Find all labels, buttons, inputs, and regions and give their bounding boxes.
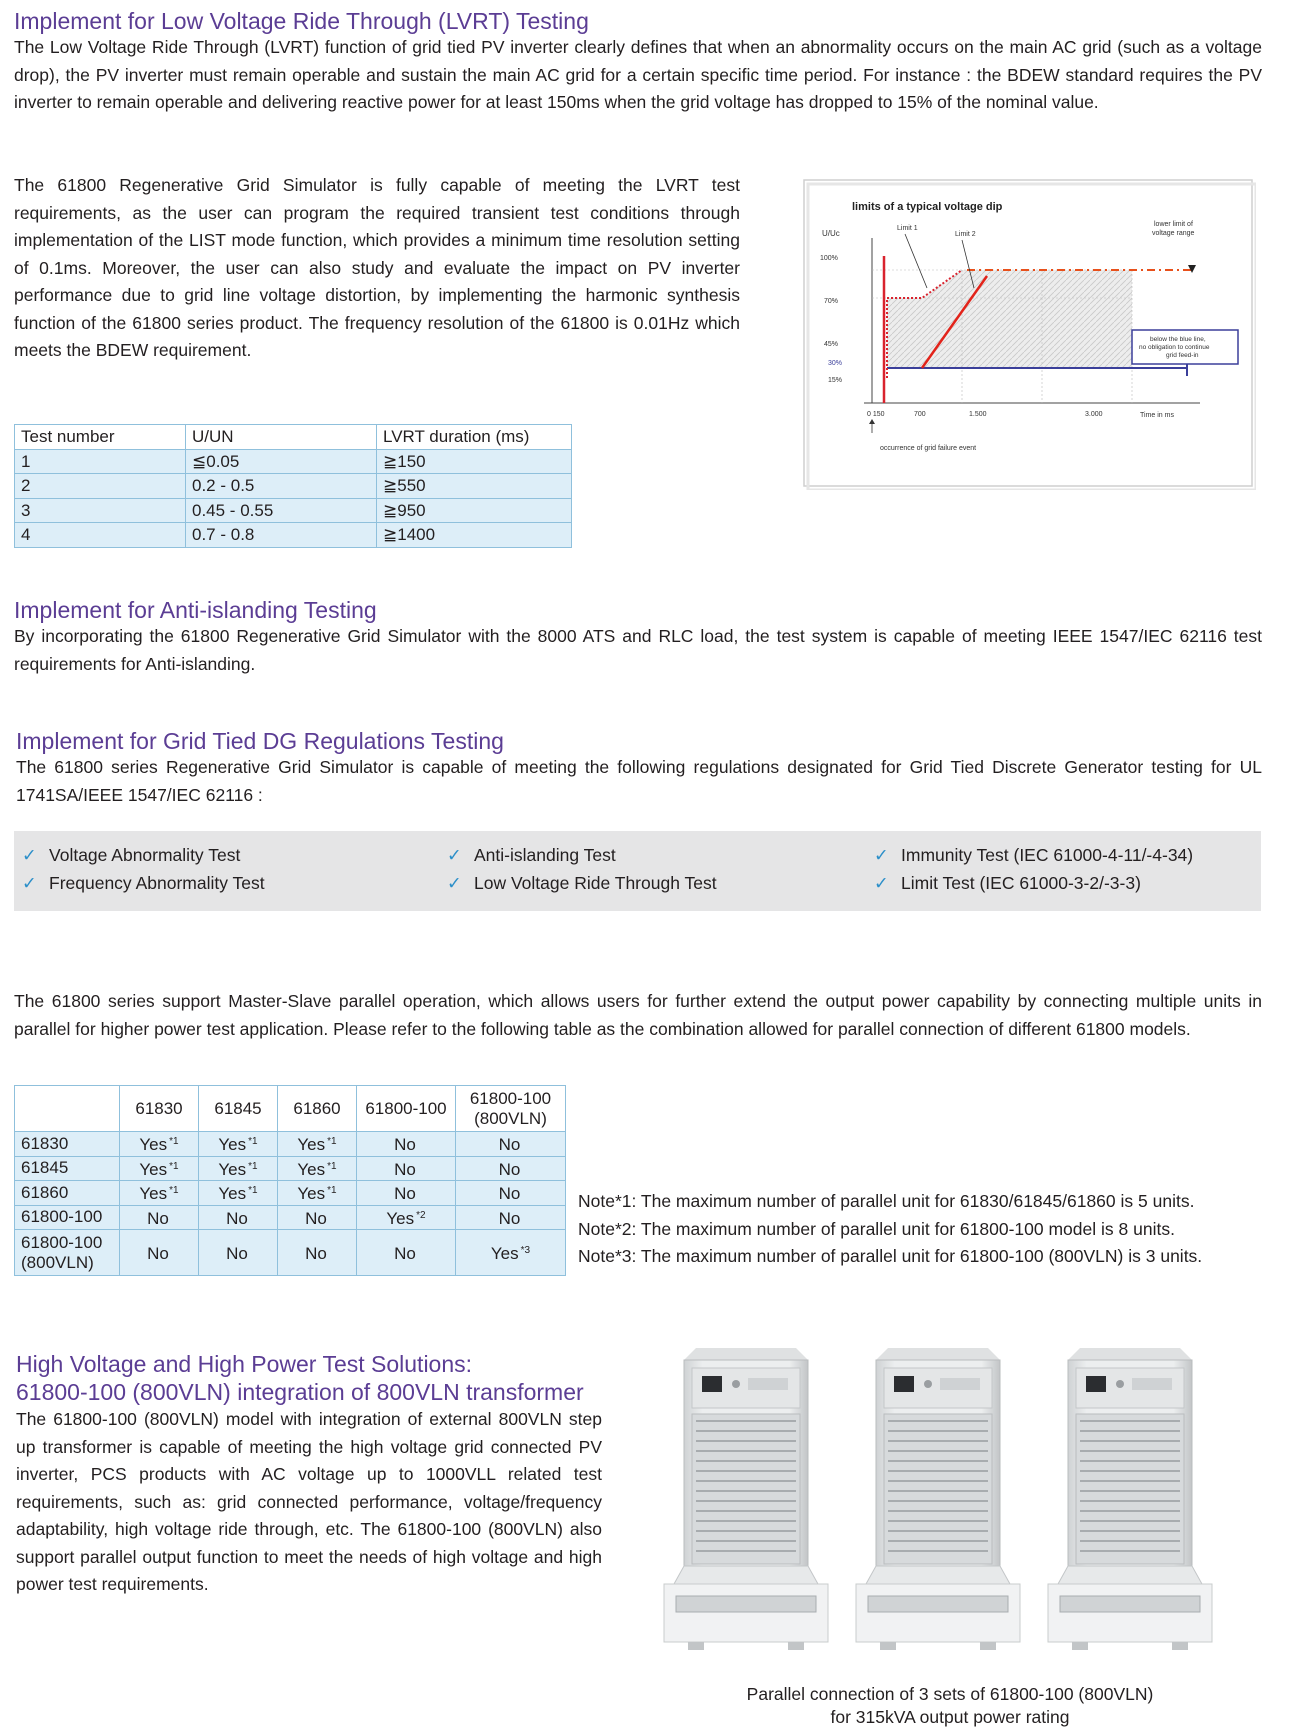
y-tick: 100% xyxy=(820,255,838,262)
y-tick: 70% xyxy=(824,298,839,305)
high-voltage-title-line2: 61800-100 (800VLN) integration of 800VLN transformer xyxy=(16,1379,584,1405)
table-cell: No xyxy=(199,1205,278,1230)
row-header-cell: 61800-100 (800VLN) xyxy=(15,1230,120,1276)
regulation-item: ✓ Voltage Abnormality Test xyxy=(22,842,240,870)
header-cell: 61830 xyxy=(120,1086,199,1132)
table-cell: No xyxy=(120,1205,199,1230)
table-cell: Yes $^{*1}$ xyxy=(120,1156,199,1181)
table-cell: No xyxy=(456,1181,566,1206)
anti-islanding-title: Implement for Anti-islanding Testing xyxy=(14,597,377,623)
check-icon: ✓ xyxy=(22,845,37,865)
note: Note*1: The maximum number of parallel unit for 61830/61845/61860 is 5 units. xyxy=(578,1191,1195,1211)
lvrt-title: Implement for Low Voltage Ride Through (LVRT) Testing xyxy=(14,8,589,34)
y-tick: 45% xyxy=(824,341,839,348)
table-row xyxy=(15,1156,566,1181)
regulations-box xyxy=(14,831,1261,911)
table-cell: 0.7 - 0.8 xyxy=(186,523,377,548)
table-cell: 4 xyxy=(15,523,186,548)
table-cell: No xyxy=(357,1230,456,1276)
table-cell: 3 xyxy=(15,498,186,523)
blue-line-note: below the blue line, no obligation to continue grid feed-in xyxy=(1139,336,1210,359)
table-cell: No xyxy=(357,1132,456,1157)
y-axis-label: U/Uc xyxy=(822,229,840,238)
event-note: occurrence of grid failure event xyxy=(880,445,977,452)
table-cell: No xyxy=(456,1132,566,1157)
x-tick: 1.500 xyxy=(969,411,987,418)
figure-title: limits of a typical voltage dip xyxy=(852,201,1003,213)
table-cell: Yes $^{*1}$ xyxy=(199,1132,278,1157)
header-cell: LVRT duration (ms) xyxy=(377,425,572,450)
table-cell: 2 xyxy=(15,474,186,499)
table-cell: Yes $^{*1}$ xyxy=(199,1156,278,1181)
table-header-row xyxy=(15,1086,566,1132)
y-tick: 30% xyxy=(828,360,843,367)
lvrt-body: The 61800 Regenerative Grid Simulator is fully capable of meeting the LVRT test requirements, as the user can program the required transient test conditions through implementation of the LIST mode function, which provides a minimum time resolution setting of 0.1ms. Moreover, the user can also study and evaluate the impact on PV inverter performance due to grid line voltage distortion, by implementing the harmonic synthesis function of the 61800 series product. The frequency resolution of the 61800 is 0.01Hz which meets the BDEW requirement. xyxy=(14,175,740,360)
table-row xyxy=(15,523,572,548)
caption-line: for 315kVA output power rating xyxy=(830,1707,1070,1727)
x-tick: 0 150 xyxy=(867,411,885,418)
lvrt-table xyxy=(14,424,572,548)
table-cell: No xyxy=(199,1230,278,1276)
note: Note*3: The maximum number of parallel unit for 61800-100 (800VLN) is 3 units. xyxy=(578,1246,1203,1266)
table-row xyxy=(15,498,572,523)
x-axis-label: Time in ms xyxy=(1140,412,1174,419)
row-header-cell: 61800-100 xyxy=(15,1205,120,1230)
grid-tied-body: The 61800 series Regenerative Grid Simulator is capable of meeting the following regulations designated for Grid Tied Discrete Generator testing for UL 1741SA/IEEE 1547/IEC 62116 : xyxy=(16,757,1262,805)
check-icon: ✓ xyxy=(874,873,889,893)
check-icon: ✓ xyxy=(447,845,462,865)
regulation-item: ✓ Limit Test (IEC 61000-3-2/-3-3) xyxy=(874,870,1141,898)
regulation-item: ✓ Frequency Abnormality Test xyxy=(22,870,265,898)
x-tick: 700 xyxy=(914,411,926,418)
cabinets-image xyxy=(648,1340,1264,1670)
high-voltage-body: The 61800-100 (800VLN) model with integration of external 800VLN step up transformer is capable of meeting the high voltage grid connected PV inverter, PCS products with AC voltage up to 1000VLL related test requirements, such as: grid connected performance, voltage/frequency adaptability, high voltage ride through, etc. The 61800-100 (800VLN) also support parallel output function to meet the needs of high voltage and high power test requirements. xyxy=(16,1409,602,1594)
y-tick: 15% xyxy=(828,377,843,384)
corner-cell xyxy=(15,1086,120,1132)
lvrt-voltage-dip-figure xyxy=(802,178,1256,490)
table-cell: Yes $^{*1}$ xyxy=(278,1156,357,1181)
grid-tied-title: Implement for Grid Tied DG Regulations Testing xyxy=(16,728,504,754)
header-cell: U/UN xyxy=(186,425,377,450)
caption-line: Parallel connection of 3 sets of 61800-100 (800VLN) xyxy=(746,1684,1154,1704)
table-row xyxy=(15,1205,566,1230)
table-cell: Yes $^{*1}$ xyxy=(278,1132,357,1157)
table-cell: Yes $^{*3}$ xyxy=(456,1230,566,1276)
table-row xyxy=(15,1230,566,1276)
header-cell: 61845 xyxy=(199,1086,278,1132)
row-header-cell: 61830 xyxy=(15,1132,120,1157)
table-cell: Yes $^{*1}$ xyxy=(278,1181,357,1206)
table-row xyxy=(15,1132,566,1157)
table-cell: Yes $^{*1}$ xyxy=(120,1132,199,1157)
table-cell: Yes $^{*1}$ xyxy=(199,1181,278,1206)
note: Note*2: The maximum number of parallel unit for 61800-100 model is 8 units. xyxy=(578,1218,1175,1239)
check-icon: ✓ xyxy=(447,873,462,893)
row-header-cell: 61845 xyxy=(15,1156,120,1181)
table-cell: Yes $^{*1}$ xyxy=(120,1181,199,1206)
regulation-item: ✓ Anti-islanding Test xyxy=(447,842,616,870)
table-cell: No xyxy=(456,1156,566,1181)
limit2-label: Limit 2 xyxy=(955,231,976,238)
cabinets-caption xyxy=(690,1683,1210,1729)
high-voltage-title-line1: High Voltage and High Power Test Solutions: xyxy=(16,1351,473,1377)
table-cell: ≧1400 xyxy=(377,523,572,548)
high-voltage-title xyxy=(16,1350,584,1406)
check-icon: ✓ xyxy=(874,845,889,865)
table-row xyxy=(15,1181,566,1206)
cabinet-unit xyxy=(856,1348,1020,1650)
cabinet-unit xyxy=(664,1348,828,1650)
row-header-cell: 61860 xyxy=(15,1181,120,1206)
regulation-item: ✓ Immunity Test (IEC 61000-4-11/-4-34) xyxy=(874,842,1193,870)
parallel-notes xyxy=(578,1188,1268,1271)
check-icon: ✓ xyxy=(22,873,37,893)
lower-limit-note: lower limit of voltage range xyxy=(1152,221,1195,237)
anti-islanding-body: By incorporating the 61800 Regenerative Grid Simulator with the 8000 ATS and RLC load, the test system is capable of meeting IEEE 1547/IEC 62116 test requirements for Anti-islanding. xyxy=(14,626,1262,674)
cabinet-unit xyxy=(1048,1348,1212,1650)
header-cell: 61800-100 xyxy=(357,1086,456,1132)
header-cell: Test number xyxy=(15,425,186,450)
table-cell: ≧550 xyxy=(377,474,572,499)
table-cell: 0.2 - 0.5 xyxy=(186,474,377,499)
parallel-body: The 61800 series support Master-Slave parallel operation, which allows users for further extend the output power capability by connecting multiple units in parallel for higher power test application. Please refer to the following table as the combination allowed for parallel connection of different 61800 models. xyxy=(14,991,1262,1039)
table-cell: ≦0.05 xyxy=(186,449,377,474)
table-row xyxy=(15,449,572,474)
parallel-table xyxy=(14,1085,566,1276)
table-cell: No xyxy=(120,1230,199,1276)
table-cell: No xyxy=(357,1156,456,1181)
table-cell: No xyxy=(278,1230,357,1276)
lvrt-intro: The Low Voltage Ride Through (LVRT) function of grid tied PV inverter clearly defines that when an abnormality occurs on the main AC grid (such as a voltage drop), the PV inverter must remain operable and sustain the main AC grid for a certain specific time period. For instance : the BDEW standard requires the PV inverter to remain operable and delivering reactive power for at least 150ms when the grid voltage has dropped to 15% of the nominal value. xyxy=(14,37,1262,112)
table-cell: No xyxy=(456,1205,566,1230)
table-cell: Yes $^{*2}$ xyxy=(357,1205,456,1230)
table-cell: No xyxy=(278,1205,357,1230)
table-row xyxy=(15,474,572,499)
x-tick: 3.000 xyxy=(1085,411,1103,418)
table-cell: No xyxy=(357,1181,456,1206)
table-cell: 1 xyxy=(15,449,186,474)
regulation-item: ✓ Low Voltage Ride Through Test xyxy=(447,870,717,898)
table-header-row xyxy=(15,425,572,450)
header-cell: 61860 xyxy=(278,1086,357,1132)
header-cell: 61800-100 (800VLN) xyxy=(456,1086,566,1132)
limit1-label: Limit 1 xyxy=(897,225,918,232)
table-cell: ≧950 xyxy=(377,498,572,523)
table-cell: ≧150 xyxy=(377,449,572,474)
table-cell: 0.45 - 0.55 xyxy=(186,498,377,523)
